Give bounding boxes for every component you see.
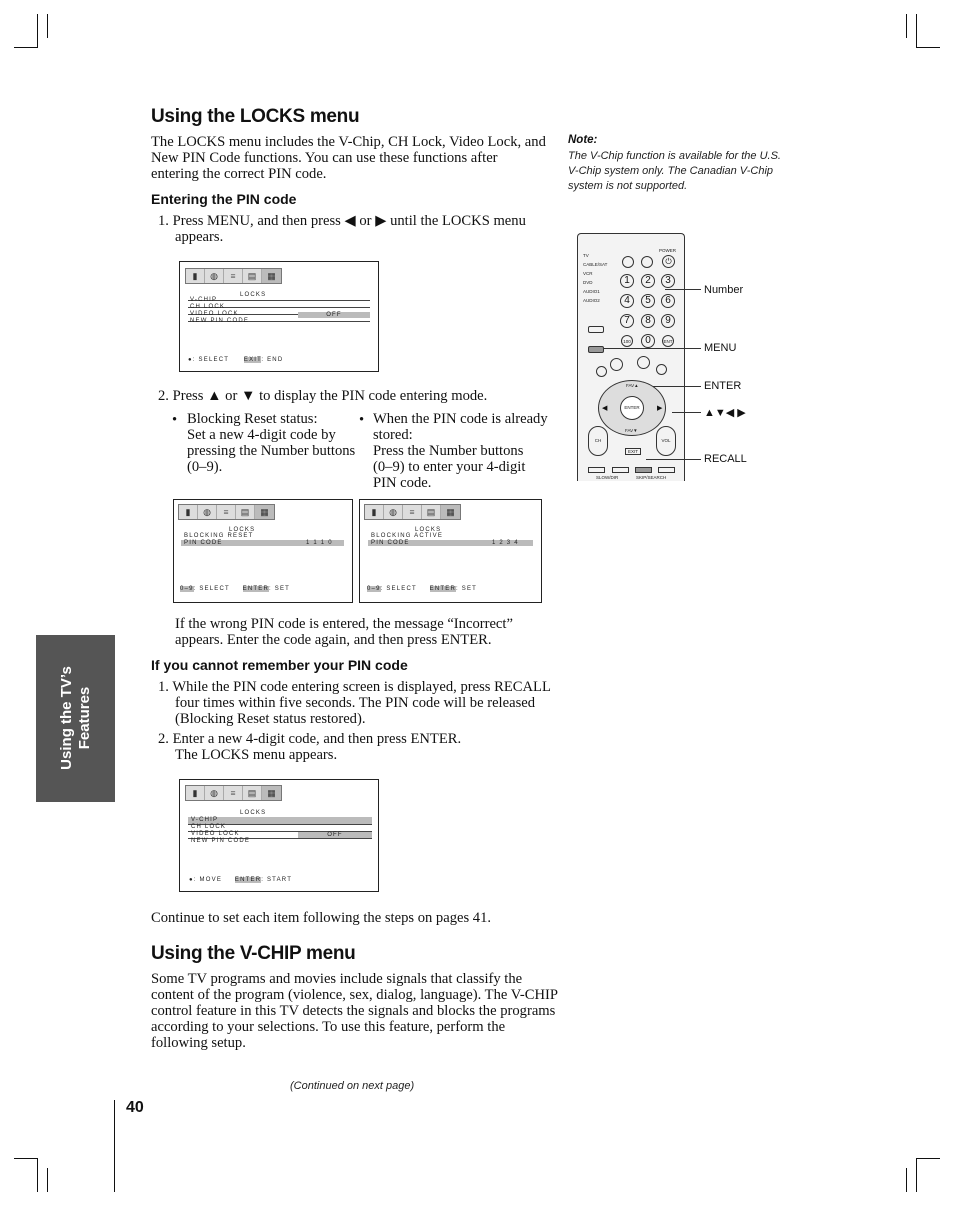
crop-mark [47,1168,48,1192]
number-button-9[interactable]: 9 [661,314,675,328]
number-button-7[interactable]: 7 [620,314,634,328]
crop-mark [916,1158,940,1159]
page-number: 40 [126,1099,144,1116]
menu-item-vchip: V-CHIP [191,817,219,823]
menu-item-chlock: CH LOCK [190,304,226,310]
continued-note: (Continued on next page) [290,1080,415,1092]
power-button[interactable]: ⏻ [662,255,675,268]
side-tab [36,635,115,802]
screen-title: LOCKS [240,292,267,298]
side-tab-text: Using the TV’s Features [58,666,93,770]
screen-footer: ●: SELECT EXIT: END [188,357,284,363]
crop-mark [37,14,38,48]
pin-label: PIN CODE [371,540,410,546]
number-button-4[interactable]: 4 [620,294,634,308]
crop-mark [14,1158,38,1159]
menu-callout: MENU [704,342,737,354]
pin-value: 1 1 1 0 [306,540,333,546]
locks-menu-screen [179,261,379,372]
applications-icon: ▤ [422,505,441,519]
applications-icon: ▤ [236,505,255,519]
right-arrow-icon: ▶ [375,213,387,229]
step2-text: 2. Press ▲ or ▼ to display the PIN code entering mode. [158,388,488,404]
locks-icon: ▦ [255,505,274,519]
power-label: POWER [659,248,677,253]
menu-item-newpin: NEW PIN CODE [191,838,251,844]
slow-dir-label: SLOW/DIR [596,475,619,480]
number-callout: Number [704,284,744,296]
number-button-8[interactable]: 8 [641,314,655,328]
skip-search-label: SKIP/SEARCH [636,475,667,480]
sleep-button[interactable] [641,256,653,268]
ent-button[interactable]: ENT [662,335,674,347]
select-icon: ● [188,357,193,363]
locks-icon: ▦ [262,786,281,800]
crop-mark [47,14,48,38]
picture-icon: ▮ [365,505,384,519]
bullet-right: When the PIN code is already stored: Press the Number buttons (0–9) to enter your 4-digit PIN code. [373,411,548,491]
menu-item-newpin: NEW PIN CODE [190,318,250,324]
enter-callout: ENTER [704,380,742,392]
pin-row [368,540,533,546]
forgot-step1: 1. While the PIN code entering screen is displayed, press RECALL four times within five seconds. The PIN code will be released (Blocking Reset status restored). [158,679,551,727]
step1-cont: appears. [175,229,224,245]
number-button-5[interactable]: 5 [641,294,655,308]
menu-item-vchip: V-CHIP [190,297,218,303]
menu-button[interactable] [588,346,604,353]
screen-title: LOCKS [229,527,256,533]
setup-icon: ≡ [403,505,422,519]
dpad[interactable] [598,380,666,436]
forgot-step2: 2. Enter a new 4-digit code, and then press ENTER. The LOCKS menu appears. [158,731,462,763]
video-lock-value: OFF [298,312,370,318]
callout-line [672,412,701,413]
left-arrow-icon[interactable]: ◀ [602,404,608,412]
audio-icon: ◍ [205,269,224,283]
crop-mark [906,14,907,38]
info-button[interactable] [610,358,623,371]
audio-icon: ◍ [198,505,217,519]
callout-line [604,348,701,349]
recall-button[interactable] [635,467,652,473]
screen-footer: ●: MOVE ENTER: START [189,877,293,883]
audio-icon: ◍ [205,786,224,800]
forgot-heading: If you cannot remember your PIN code [151,657,408,673]
screen-footer: 0–9: SELECT ENTER: SET [180,586,291,592]
guide-button[interactable] [596,366,607,377]
margin-rule [114,1100,115,1192]
pin-active-screen [359,499,542,603]
crop-mark [37,1158,38,1192]
arrows-callout: ▲▼◀ ▶ [704,407,746,419]
callout-line [665,289,701,290]
mute-button[interactable] [658,467,675,473]
setup-icon: ≡ [224,786,243,800]
pic-size-button[interactable] [588,326,604,333]
fav-up-label: FAV▲ [626,383,639,388]
crop-mark [916,14,917,48]
recall-callout: RECALL [704,453,747,465]
entering-heading: Entering the PIN code [151,191,297,207]
picture-icon: ▮ [186,269,205,283]
pin-row [181,540,344,546]
number-button-100[interactable]: 100 [621,335,633,347]
intro-text: The LOCKS menu includes the V-Chip, CH Lock, Video Lock, and New PIN Code functions. You can use these functions after entering the correct PIN code. [151,134,546,182]
screen-footer: 0–9: SELECT ENTER: SET [367,586,478,592]
bullet-mark: • [172,412,178,428]
theater-button[interactable] [656,364,667,375]
left-arrow-icon: ◀ [344,213,356,229]
note-body: The V-Chip function is available for the U.S. V-Chip system only. The Canadian V-Chip system is not supported. [568,150,781,192]
pin-reset-screen [173,499,353,603]
picture-icon: ▮ [179,505,198,519]
crop-mark [14,47,38,48]
crop-mark [916,47,940,48]
pin-value: 1 2 3 4 [492,540,519,546]
volume-rocker[interactable]: VOL [656,426,676,456]
recall-area-button[interactable] [588,467,605,473]
bullet-mark: • [359,412,365,428]
crop-mark [906,1168,907,1192]
number-button-6[interactable]: 6 [661,294,675,308]
callout-line [646,459,701,460]
menu-icon-bar [364,504,461,520]
menu-item-videolock: VIDEO LOCK [190,311,239,317]
wrong-pin-text: If the wrong PIN code is entered, the message “Incorrect” appears. Enter the code again, and then press ENTER. [175,616,513,648]
number-button-0[interactable]: 0 [641,334,655,348]
applications-icon: ▤ [243,786,262,800]
continue-text: Continue to set each item following the steps on pages 41. [151,910,492,926]
locks-icon: ▦ [441,505,460,519]
exit-button[interactable]: EXIT [625,448,641,455]
screen-title: LOCKS [415,527,442,533]
up-arrow-icon: ▲ [207,388,222,404]
remote-control [577,233,685,481]
number-button-3[interactable]: 3 [661,274,675,288]
video-lock-value: OFF [298,832,372,838]
vchip-title: Using the V-CHIP menu [151,943,356,964]
channel-rocker[interactable]: CH [588,426,608,456]
menu-icon-bar [185,785,282,801]
down-arrow-icon: ▼ [241,388,256,404]
crop-mark [916,1158,917,1192]
fav-down-label: FAV▼ [625,428,638,433]
bullet-left: Blocking Reset status: Set a new 4-digit code by pressing the Number buttons (0–9). [187,411,356,475]
enter-button[interactable]: ENTER [620,396,644,420]
right-arrow-icon[interactable]: ▶ [657,404,663,412]
number-button-2[interactable]: 2 [641,274,655,288]
input-button[interactable] [612,467,629,473]
number-button-1[interactable]: 1 [620,274,634,288]
screen-title: LOCKS [240,810,267,816]
pin-label: PIN CODE [184,540,223,546]
favorite-button[interactable] [637,356,650,369]
callout-line [653,386,701,387]
step1-text: 1. Press MENU, and then press ◀ or ▶ until the LOCKS menu [158,213,526,229]
move-icon: ● [189,877,194,883]
section-title: Using the LOCKS menu [151,106,360,127]
blocking-status: BLOCKING ACTIVE [371,533,444,539]
audio-icon: ◍ [384,505,403,519]
menu-item-videolock: VIDEO LOCK [191,831,240,837]
light-button[interactable] [622,256,634,268]
locks-menu-screen-2 [179,779,379,892]
menu-icon-bar [178,504,275,520]
blocking-status: BLOCKING RESET [184,533,254,539]
source-list: TV CABLE/SAT VCR DVD AUDIO1 AUDIO2 [583,253,608,303]
setup-icon: ≡ [224,269,243,283]
menu-icon-bar [185,268,282,284]
vchip-body: Some TV programs and movies include signals that classify the content of the program (violence, sex, dialog, language). The V-CHIP control feature in this TV detects the signals and blocks the programs according to your selections. To use this feature, perform the following setup. [151,971,559,1051]
setup-icon: ≡ [217,505,236,519]
menu-item-chlock: CH LOCK [191,824,227,830]
picture-icon: ▮ [186,786,205,800]
note-title: Note: [568,134,598,146]
applications-icon: ▤ [243,269,262,283]
locks-icon: ▦ [262,269,281,283]
